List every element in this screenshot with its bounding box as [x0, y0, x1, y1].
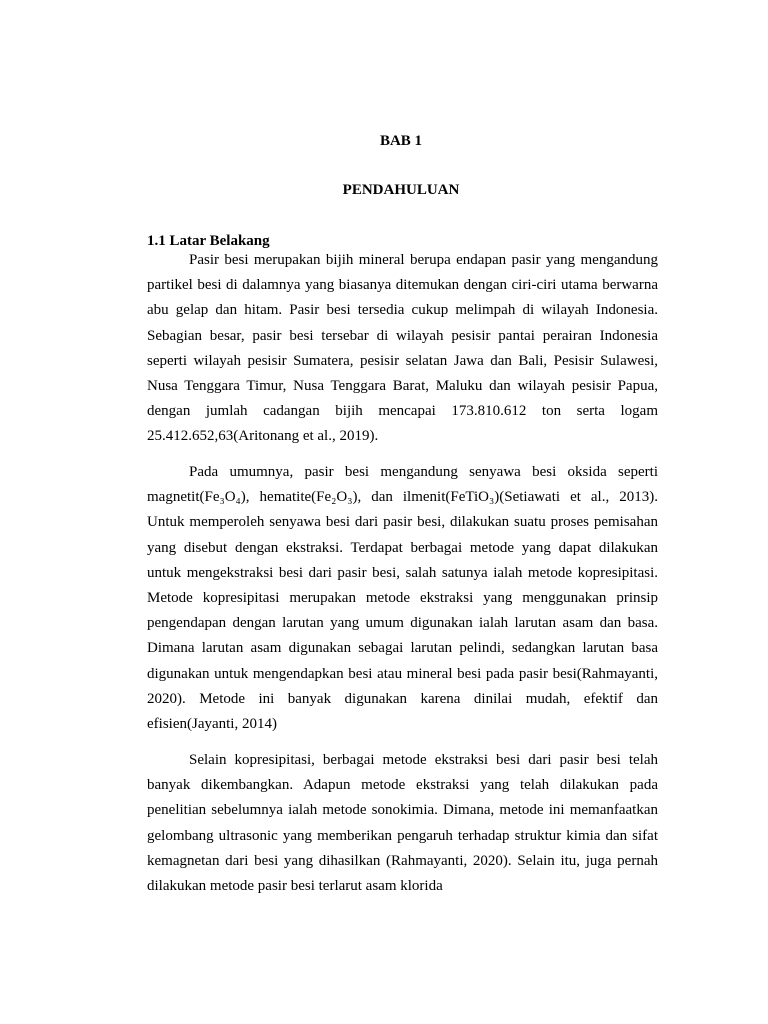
- paragraph-1-container: [147, 248, 658, 450]
- section-heading: 1.1 Latar Belakang: [147, 233, 270, 249]
- chapter-title: PENDAHULUAN: [342, 182, 460, 198]
- paragraph-2: Pada umumnya, pasir besi mengandung senyawa besi oksida seperti magnetit(Fe₃O₄), hematite(Fe₂O₃), dan ilmenit(FeTiO₃)(Setiawati et al., 2013). Untuk memperoleh senyawa besi dari pasir besi, dilakukan suatu proses pemisahan yang disebut dengan ekstraksi. Terdapat berbagai metode yang dapat dilakukan untuk mengekstraksi besi dari pasir besi, salah satunya ialah metode kopresipitasi. Metode kopresipitasi merupakan metode ekstraksi yang menggunakan prinsip pengendapan dengan larutan yang umum digunakan ialah larutan asam dan basa. Dimana larutan asam digunakan sebagai larutan pelindi, sedangkan larutan basa digunakan untuk mengendapkan besi atau mineral besi pada pasir besi(Rahmayanti, 2020). Metode ini banyak digunakan karena dinilai mudah, efektif dan efisien(Jayanti, 2014): [147, 464, 658, 733]
- paragraph-1: Pasir besi merupakan bijih mineral berupa endapan pasir yang mengandung partikel besi di dalamnya yang biasanya ditemukan dengan ciri-ciri utama berwarna abu gelap dan hitam. Pasir besi tersedia cukup melimpah di wilayah Indonesia. Sebagian besar, pasir besi tersebar di wilayah pesisir pantai perairan Indonesia seperti wilayah pesisir Sumatera, pesisir selatan Jawa dan Bali, Pesisir Sulawesi, Nusa Tenggara Timur, Nusa Tenggara Barat, Maluku dan wilayah pesisir Papua, dengan jumlah cadangan bijih mencapai 173.810.612 ton serta logam 25.412.652,63(Aritonang et al., 2019).: [147, 252, 658, 445]
- chapter-number: BAB 1: [379, 133, 423, 149]
- paragraph-3: Selain kopresipitasi, berbagai metode ekstraksi besi dari pasir besi telah banyak dikembangkan. Adapun metode ekstraksi yang telah dilakukan pada penelitian sebelumnya ialah metode sonokimia. Dimana, metode ini memanfaatkan gelombang ultrasonic yang memberikan pengaruh terhadap struktur kimia dan sifat kemagnetan dari besi yang dihasilkan (Rahmayanti, 2020). Selain itu, juga pernah dilakukan metode pasir besi terlarut asam klorida: [147, 752, 658, 895]
- paragraph-3-container: [147, 748, 658, 899]
- paragraph-2-container: [147, 460, 658, 737]
